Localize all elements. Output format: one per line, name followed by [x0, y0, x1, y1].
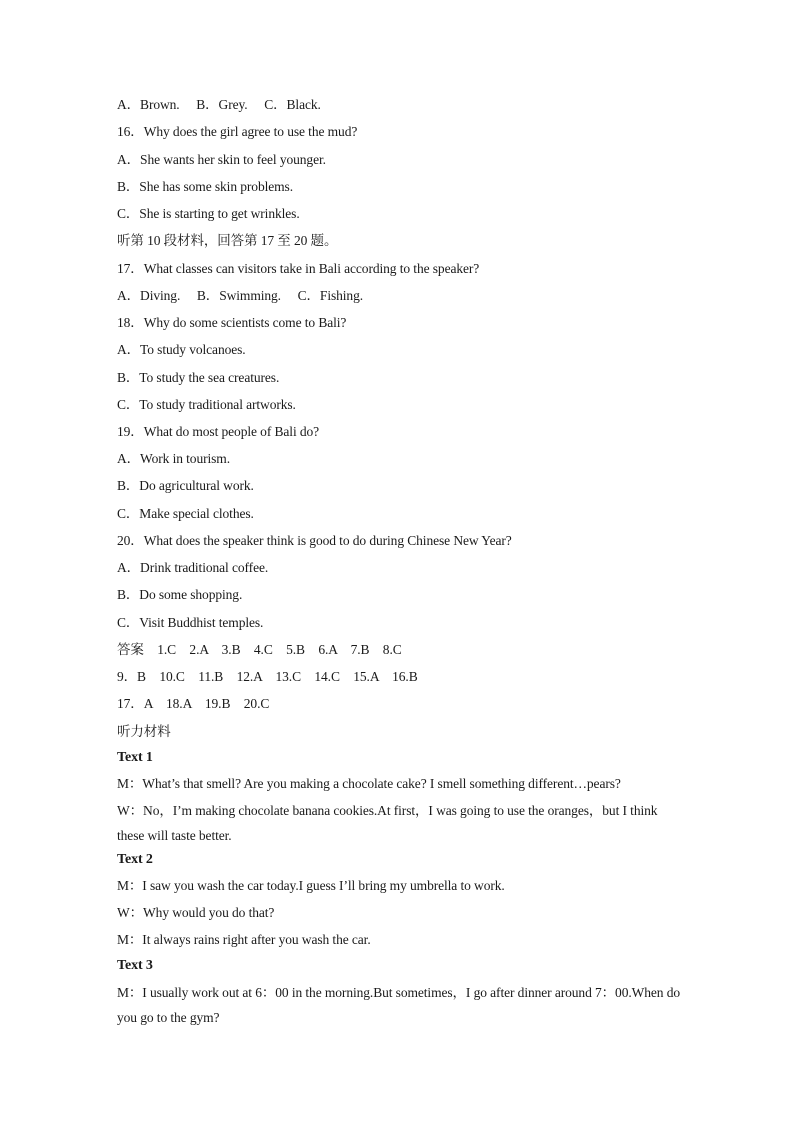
q16-question: 16．Why does the girl agree to use the mud? — [117, 124, 358, 139]
answers-line-1: 答案 1.C 2.A 3.B 4.C 5.B 6.A 7.B 8.C — [117, 642, 402, 657]
text2-title: Text 2 — [117, 852, 153, 867]
transcript-heading: 听力材料 — [117, 724, 171, 739]
text2-m-line-2: M：It always rains right after you wash the car. — [117, 932, 371, 947]
text3-m-line: M：I usually work out at 6：00 in the morning.But sometimes，I go after dinner around 7：00.When do you go to the gym? — [117, 985, 681, 1025]
text3-title: Text 3 — [117, 958, 153, 973]
q19-option-a: A．Work in tourism. — [117, 451, 230, 466]
q16-option-a: A．She wants her skin to feel younger. — [117, 152, 326, 167]
answers-line-2: 9．B 10.C 11.B 12.A 13.C 14.C 15.A 16.B — [117, 669, 418, 684]
q15-options: A．Brown. B．Grey. C．Black. — [117, 97, 321, 112]
q19-option-c: C．Make special clothes. — [117, 506, 254, 521]
q19-question: 19．What do most people of Bali do? — [117, 424, 320, 439]
text1-m-line: M：What’s that smell? Are you making a chocolate cake? I smell something different…pears? — [117, 776, 621, 791]
q20-option-c: C．Visit Buddhist temples. — [117, 615, 264, 630]
q18-question: 18．Why do some scientists come to Bali? — [117, 315, 347, 330]
q17-question: 17．What classes can visitors take in Bali according to the speaker? — [117, 261, 480, 276]
section-10-instruction: 听第 10 段材料，回答第 17 至 20 题。 — [117, 233, 338, 248]
text2-w-line: W：Why would you do that? — [117, 905, 275, 920]
text1-w-line: W：No，I’m making chocolate banana cookies.At first，I was going to use the oranges，but I think these will taste better. — [117, 803, 658, 843]
q16-option-c: C．She is starting to get wrinkles. — [117, 206, 300, 221]
q20-option-b: B．Do some shopping. — [117, 587, 243, 602]
text1-title: Text 1 — [117, 750, 153, 765]
q18-option-b: B．To study the sea creatures. — [117, 370, 280, 385]
q17-options: A．Diving. B．Swimming. C．Fishing. — [117, 288, 364, 303]
q20-question: 20．What does the speaker think is good to do during Chinese New Year? — [117, 533, 512, 548]
q20-option-a: A．Drink traditional coffee. — [117, 560, 269, 575]
q18-option-a: A．To study volcanoes. — [117, 342, 246, 357]
q19-option-b: B．Do agricultural work. — [117, 478, 254, 493]
q18-option-c: C．To study traditional artworks. — [117, 397, 296, 412]
answers-line-3: 17．A 18.A 19.B 20.C — [117, 696, 270, 711]
q16-option-b: B．She has some skin problems. — [117, 179, 293, 194]
text2-m-line-1: M：I saw you wash the car today.I guess I’ll bring my umbrella to work. — [117, 878, 505, 893]
